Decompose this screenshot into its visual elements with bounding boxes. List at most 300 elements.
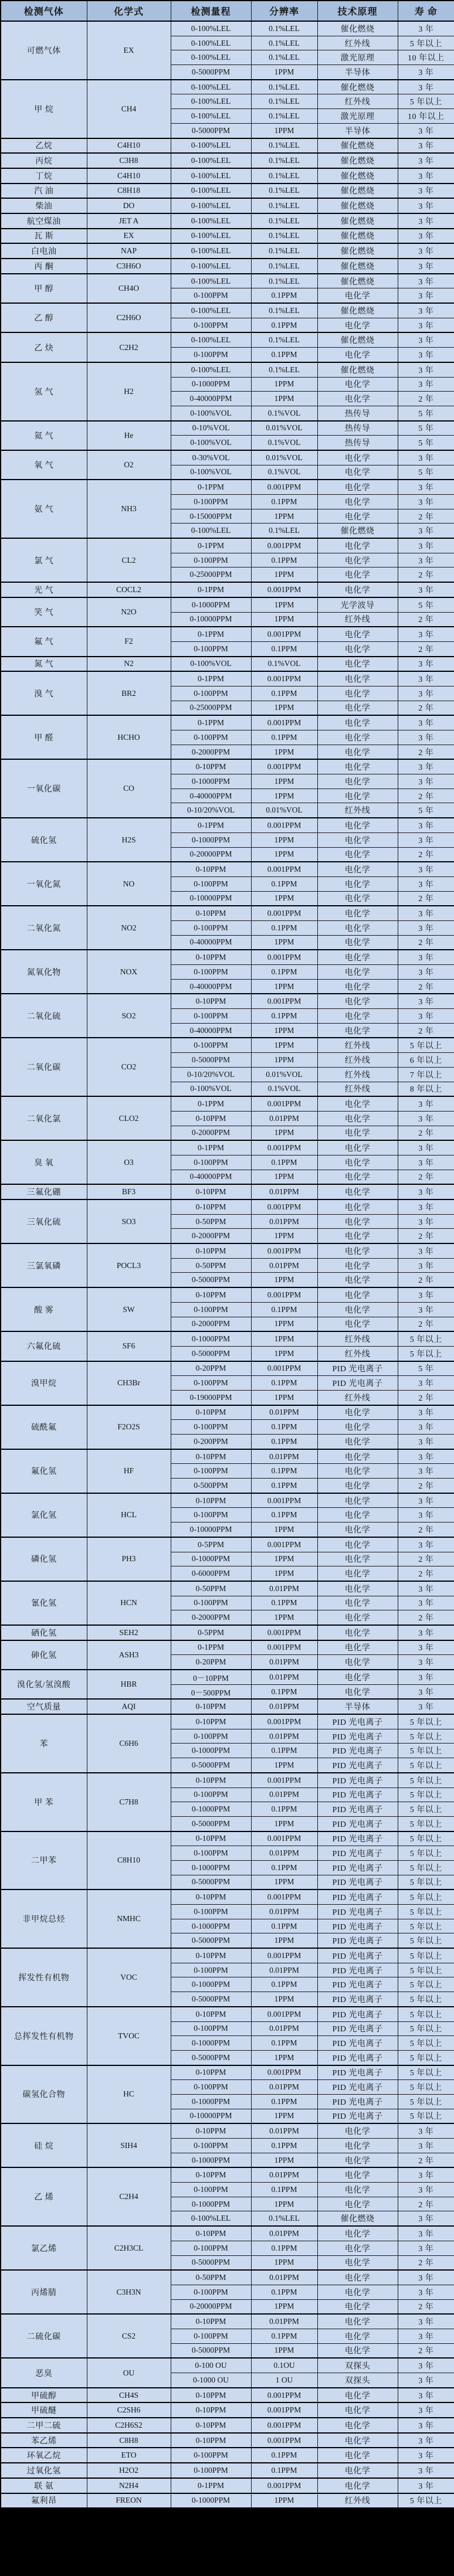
lifespan-cell: 3 年 xyxy=(398,657,454,672)
formula-cell: ASH3 xyxy=(87,1640,171,1670)
range-cell: 0-5000PPM xyxy=(171,1992,251,2007)
range-cell: 0-100PPM xyxy=(171,1596,251,1610)
lifespan-cell: 3 年 xyxy=(398,1640,454,1655)
lifespan-cell: 3 年 xyxy=(398,183,454,199)
lifespan-cell: 2 年 xyxy=(398,1170,454,1184)
gas-name-cell: 总挥发性有机物 xyxy=(1,2007,87,2065)
formula-cell: TVOC xyxy=(87,2007,171,2065)
resolution-cell: 1PPM xyxy=(251,1273,317,1287)
lifespan-cell: 3 年 xyxy=(398,2329,454,2343)
lifespan-cell: 3 年 xyxy=(398,2314,454,2329)
table-row xyxy=(1,183,454,199)
range-cell: 0-10PPM xyxy=(171,1287,251,1302)
range-cell: 0-20PPM xyxy=(171,1361,251,1376)
resolution-cell: 0.1%VOL xyxy=(251,406,317,420)
lifespan-cell: 3 年 xyxy=(398,774,454,789)
range-cell: 0-1000PPM xyxy=(171,1331,251,1346)
principle-cell: 红外线 xyxy=(317,803,398,818)
principle-cell: 双探头 xyxy=(317,2358,398,2373)
gas-name-cell: 氯化氢 xyxy=(1,1493,87,1537)
resolution-cell: 0.1PPM xyxy=(251,1508,317,1523)
principle-cell: 电化学 xyxy=(317,1140,398,1155)
range-cell: 0-19000PPM xyxy=(171,1390,251,1405)
formula-cell: NH3 xyxy=(87,480,171,538)
resolution-cell: 0.1PPM xyxy=(251,348,317,362)
gas-name-cell: 二甲二硫 xyxy=(1,2418,87,2433)
principle-cell: 电化学 xyxy=(317,1625,398,1640)
principle-cell: 电化学 xyxy=(317,730,398,745)
lifespan-cell: 5 年以上 xyxy=(398,1331,454,1346)
range-cell: 0-40000PPM xyxy=(171,392,251,406)
principle-cell: 催化燃烧 xyxy=(317,259,398,274)
principle-cell: PID 光电离子 xyxy=(317,1977,398,1992)
table-row xyxy=(1,1773,454,1787)
resolution-cell: 0.001PPM xyxy=(251,627,317,641)
resolution-cell: 0.1PPM xyxy=(251,2139,317,2153)
range-cell: 0-1000PPM xyxy=(171,1860,251,1875)
table-row xyxy=(1,1405,454,1420)
principle-cell: 电化学 xyxy=(317,318,398,332)
principle-cell: 电化学 xyxy=(317,1199,398,1214)
formula-cell: HCN xyxy=(87,1581,171,1625)
resolution-cell: 0.1%VOL xyxy=(251,1082,317,1096)
resolution-cell: 0.1PPM xyxy=(251,2241,317,2255)
resolution-cell: 0.01PPM xyxy=(251,1449,317,1464)
lifespan-cell: 3 年 xyxy=(398,259,454,274)
table-row xyxy=(1,597,454,612)
gas-table-body xyxy=(1,21,454,2508)
resolution-cell: 0.1%LEL xyxy=(251,80,317,94)
formula-cell: PH3 xyxy=(87,1537,171,1581)
lifespan-cell: 3 年 xyxy=(398,168,454,183)
principle-cell: 电化学 xyxy=(317,480,398,494)
principle-cell: 红外线 xyxy=(317,1390,398,1405)
range-cell: 0-100%LEL xyxy=(171,36,251,50)
lifespan-cell: 2 年 xyxy=(398,1390,454,1405)
gas-name-cell: 非甲烷总烃 xyxy=(1,1889,87,1948)
resolution-cell: 0.01PPM xyxy=(251,1787,317,1802)
resolution-cell: 0.1OU xyxy=(251,2358,317,2373)
resolution-cell: 0.001PPM xyxy=(251,1625,317,1640)
resolution-cell: 0.001PPM xyxy=(251,1831,317,1846)
gas-name-cell: 碳氢化合物 xyxy=(1,2065,87,2124)
lifespan-cell: 5 年 xyxy=(398,1361,454,1376)
range-cell: 0-100%LEL xyxy=(171,153,251,168)
principle-cell: 催化燃烧 xyxy=(317,198,398,213)
resolution-cell: 0.1%LEL xyxy=(251,524,317,538)
table-row xyxy=(1,2314,454,2329)
lifespan-cell: 3 年 xyxy=(398,2463,454,2478)
principle-cell: 电化学 xyxy=(317,832,398,847)
resolution-cell: 1PPM xyxy=(251,1552,317,1566)
gas-name-cell: 溴甲烷 xyxy=(1,1361,87,1405)
range-cell: 0-10PPM xyxy=(171,1948,251,1963)
lifespan-cell: 3 年 xyxy=(398,80,454,94)
lifespan-cell: 5 年以上 xyxy=(398,1948,454,1963)
range-cell: 0-1PPM xyxy=(171,538,251,553)
resolution-cell: 0.01PPM xyxy=(251,1963,317,1977)
formula-cell: C2H6S2 xyxy=(87,2418,171,2433)
principle-cell: 电化学 xyxy=(317,979,398,994)
resolution-cell: 0.01PPM xyxy=(251,1405,317,1420)
principle-cell: 电化学 xyxy=(317,2463,398,2478)
range-cell: 0-100PPM xyxy=(171,920,251,935)
table-row xyxy=(1,138,454,154)
table-row xyxy=(1,21,454,36)
principle-cell: PID 光电离子 xyxy=(317,1889,398,1904)
gas-name-cell: 汽 油 xyxy=(1,183,87,199)
formula-cell: NO xyxy=(87,862,171,906)
lifespan-cell: 3 年 xyxy=(398,759,454,774)
resolution-cell: 0.1%LEL xyxy=(251,138,317,154)
range-cell: 0-10000PPM xyxy=(171,891,251,906)
lifespan-cell: 10 年以上 xyxy=(398,109,454,124)
range-cell: 0-100%LEL xyxy=(171,243,251,259)
range-cell: 0-1PPM xyxy=(171,818,251,832)
principle-cell: 电化学 xyxy=(317,2167,398,2182)
resolution-cell: 0.01PPM xyxy=(251,2123,317,2138)
formula-cell: SO3 xyxy=(87,1199,171,1243)
resolution-cell: 1PPM xyxy=(251,1331,317,1346)
range-cell: 0-50PPM xyxy=(171,1258,251,1273)
lifespan-cell: 3 年 xyxy=(398,2448,454,2463)
principle-cell: 红外线 xyxy=(317,94,398,109)
formula-cell: CH4O xyxy=(87,274,171,303)
principle-cell: 电化学 xyxy=(317,2285,398,2299)
principle-cell: 电化学 xyxy=(317,2153,398,2167)
principle-cell: 电化学 xyxy=(317,450,398,465)
principle-cell: PID 光电离子 xyxy=(317,1802,398,1817)
lifespan-cell: 3 年 xyxy=(398,730,454,745)
resolution-cell: 1PPM xyxy=(251,2493,317,2509)
lifespan-cell: 3 年 xyxy=(398,994,454,1008)
lifespan-cell: 8 年以上 xyxy=(398,1082,454,1096)
range-cell: 0-100%VOL xyxy=(171,657,251,672)
resolution-cell: 0.01PPM xyxy=(251,1581,317,1596)
range-cell: 0-100 OU xyxy=(171,2358,251,2373)
gas-name-cell: 甲硫醚 xyxy=(1,2402,87,2418)
resolution-cell: 1PPM xyxy=(251,935,317,950)
resolution-cell: 1PPM xyxy=(251,123,317,138)
formula-cell: C8H8 xyxy=(87,2433,171,2448)
resolution-cell: 0.1PPM xyxy=(251,1919,317,1933)
lifespan-cell: 3 年 xyxy=(398,2433,454,2448)
range-cell: 0－10PPM xyxy=(171,1670,251,1684)
principle-cell: PID 光电离子 xyxy=(317,1905,398,1919)
lifespan-cell: 3 年 xyxy=(398,2285,454,2299)
principle-cell: 催化燃烧 xyxy=(317,303,398,318)
range-cell: 0-2000PPM xyxy=(171,745,251,759)
range-cell: 0-1000PPM xyxy=(171,2197,251,2211)
resolution-cell: 1PPM xyxy=(251,1758,317,1773)
range-cell: 0-1000PPM xyxy=(171,1744,251,1758)
lifespan-cell: 5 年以上 xyxy=(398,1038,454,1052)
resolution-cell: 0.1PPM xyxy=(251,686,317,701)
lifespan-cell: 2 年 xyxy=(398,1566,454,1581)
range-cell: 0-100%LEL xyxy=(171,183,251,199)
principle-cell: 电化学 xyxy=(317,920,398,935)
formula-cell: C2H6O xyxy=(87,303,171,332)
gas-name-cell: 航空煤油 xyxy=(1,213,87,229)
range-cell: 0-1000PPM xyxy=(171,774,251,789)
resolution-cell: 0.1PPM xyxy=(251,1596,317,1610)
table-row xyxy=(1,80,454,94)
principle-cell: 电化学 xyxy=(317,2123,398,2138)
principle-cell: 电化学 xyxy=(317,701,398,715)
lifespan-cell: 3 年 xyxy=(398,274,454,288)
principle-cell: 红外线 xyxy=(317,1067,398,1082)
resolution-cell: 0.01PPM xyxy=(251,1670,317,1684)
range-cell: 0-5000PPM xyxy=(171,1273,251,1287)
range-cell: 0-100PPM xyxy=(171,348,251,362)
resolution-cell: 0.01%VOL xyxy=(251,803,317,818)
formula-cell: C3H6O xyxy=(87,259,171,274)
principle-cell: 电化学 xyxy=(317,1449,398,1464)
lifespan-cell: 5 年以上 xyxy=(398,1744,454,1758)
range-cell: 0-1PPM xyxy=(171,715,251,730)
lifespan-cell: 2 年 xyxy=(398,567,454,582)
resolution-cell: 0.01PPM xyxy=(251,2270,317,2285)
resolution-cell: 1PPM xyxy=(251,1816,317,1831)
resolution-cell: 0.01PPM xyxy=(251,1214,317,1229)
principle-cell: PID 光电离子 xyxy=(317,1714,398,1729)
principle-cell: 激光原理 xyxy=(317,50,398,65)
range-cell: 0-100PPM xyxy=(171,2021,251,2036)
range-cell: 0-100%VOL xyxy=(171,465,251,480)
principle-cell: 红外线 xyxy=(317,1331,398,1346)
principle-cell: 催化燃烧 xyxy=(317,168,398,183)
principle-cell: 电化学 xyxy=(317,641,398,656)
resolution-cell: 0.1PPM xyxy=(251,288,317,303)
range-cell: 0-40000PPM xyxy=(171,935,251,950)
lifespan-cell: 3 年 xyxy=(398,1596,454,1610)
formula-cell: O3 xyxy=(87,1140,171,1184)
table-row xyxy=(1,906,454,920)
resolution-cell: 0.001PPM xyxy=(251,671,317,686)
principle-cell: 电化学 xyxy=(317,2197,398,2211)
range-cell: 0-5000PPM xyxy=(171,123,251,138)
table-row xyxy=(1,229,454,244)
lifespan-cell: 5 年 xyxy=(398,421,454,436)
lifespan-cell: 3 年 xyxy=(398,832,454,847)
gas-name-cell: 丙烯腈 xyxy=(1,2270,87,2314)
gas-name-cell: 恶臭 xyxy=(1,2358,87,2387)
principle-cell: PID 光电离子 xyxy=(317,1933,398,1948)
principle-cell: 电化学 xyxy=(317,1581,398,1596)
principle-cell: PID 光电离子 xyxy=(317,2094,398,2109)
lifespan-cell: 3 年 xyxy=(398,332,454,347)
table-row xyxy=(1,2065,454,2080)
range-cell: 0-100PPM xyxy=(171,1155,251,1170)
resolution-cell: 1PPM xyxy=(251,2299,317,2314)
resolution-cell: 0.01PPM xyxy=(251,1655,317,1670)
lifespan-cell: 6 年以上 xyxy=(398,1053,454,1068)
resolution-cell: 0.001PPM xyxy=(251,2402,317,2418)
formula-cell: H2 xyxy=(87,362,171,421)
lifespan-cell: 2 年 xyxy=(398,789,454,803)
gas-name-cell: 联 氨 xyxy=(1,2478,87,2493)
gas-name-cell: 乙 烯 xyxy=(1,2167,87,2226)
table-row xyxy=(1,2167,454,2182)
principle-cell: 热传导 xyxy=(317,406,398,420)
principle-cell: 电化学 xyxy=(317,2343,398,2358)
range-cell: 0-100PPM xyxy=(171,686,251,701)
principle-cell: 热传导 xyxy=(317,421,398,436)
gas-name-cell: 苯乙烯 xyxy=(1,2433,87,2448)
range-cell: 0-10PPM xyxy=(171,2226,251,2241)
principle-cell: 电化学 xyxy=(317,950,398,964)
lifespan-cell: 2 年 xyxy=(398,2255,454,2270)
principle-cell: 催化燃烧 xyxy=(317,213,398,229)
gas-name-cell: 甲 烷 xyxy=(1,80,87,138)
principle-cell: 催化燃烧 xyxy=(317,274,398,288)
resolution-cell: 0.001PPM xyxy=(251,818,317,832)
table-row xyxy=(1,1699,454,1714)
lifespan-cell: 2 年 xyxy=(398,641,454,656)
range-cell: 0-1PPM xyxy=(171,627,251,641)
table-row xyxy=(1,332,454,347)
resolution-cell: 1PPM xyxy=(251,567,317,582)
range-cell: 0-10%VOL xyxy=(171,421,251,436)
lifespan-cell: 3 年 xyxy=(398,303,454,318)
range-cell: 0-10000PPM xyxy=(171,2109,251,2123)
resolution-cell: 0.1PPM xyxy=(251,2448,317,2463)
range-cell: 0-10PPM xyxy=(171,1184,251,1199)
lifespan-cell: 3 年 xyxy=(398,524,454,538)
range-cell: 0-10PPM xyxy=(171,759,251,774)
header-resolution: 分辨率 xyxy=(251,1,317,21)
range-cell: 0-10PPM xyxy=(171,1714,251,1729)
range-cell: 0-100%LEL xyxy=(171,94,251,109)
principle-cell: 红外线 xyxy=(317,1038,398,1052)
gas-name-cell: 氮 气 xyxy=(1,657,87,672)
principle-cell: 电化学 xyxy=(317,1258,398,1273)
gas-name-cell: 二氧化硫 xyxy=(1,994,87,1038)
table-row xyxy=(1,274,454,288)
range-cell: 0-10PPM xyxy=(171,950,251,964)
range-cell: 0-10PPM xyxy=(171,2007,251,2021)
table-row xyxy=(1,1640,454,1655)
resolution-cell: 1PPM xyxy=(251,597,317,612)
lifespan-cell: 5 年以上 xyxy=(398,2036,454,2051)
resolution-cell: 1PPM xyxy=(251,789,317,803)
resolution-cell: 0.1PPM xyxy=(251,641,317,656)
range-cell: 0-100%LEL xyxy=(171,138,251,154)
resolution-cell: 0.1PPM xyxy=(251,553,317,567)
range-cell: 0-15000PPM xyxy=(171,509,251,524)
range-cell: 0-100%LEL xyxy=(171,198,251,213)
range-cell: 0-100PPM xyxy=(171,553,251,567)
lifespan-cell: 3 年 xyxy=(398,906,454,920)
resolution-cell: 1PPM xyxy=(251,1038,317,1052)
principle-cell: 电化学 xyxy=(317,1302,398,1317)
lifespan-cell: 2 年 xyxy=(398,979,454,994)
formula-cell: CH4S xyxy=(87,2388,171,2403)
range-cell: 0-100PPM xyxy=(171,1729,251,1744)
lifespan-cell: 3 年 xyxy=(398,377,454,392)
formula-cell: SEH2 xyxy=(87,1625,171,1640)
principle-cell: 红外线 xyxy=(317,612,398,627)
range-cell: 0-1000PPM xyxy=(171,597,251,612)
lifespan-cell: 5 年 xyxy=(398,406,454,420)
lifespan-cell: 5 年以上 xyxy=(398,36,454,50)
principle-cell: 电化学 xyxy=(317,2402,398,2418)
principle-cell: 电化学 xyxy=(317,657,398,672)
table-row xyxy=(1,715,454,730)
resolution-cell: 0.1PPM xyxy=(251,318,317,332)
principle-cell: 半导体 xyxy=(317,123,398,138)
gas-name-cell: 氯 气 xyxy=(1,538,87,582)
principle-cell: 催化燃烧 xyxy=(317,243,398,259)
table-row xyxy=(1,243,454,259)
principle-cell: 电化学 xyxy=(317,1111,398,1126)
resolution-cell: 0.001PPM xyxy=(251,2388,317,2403)
principle-cell: 电化学 xyxy=(317,1523,398,1537)
range-cell: 0-100PPM xyxy=(171,1420,251,1435)
gas-name-cell: 空气质量 xyxy=(1,1699,87,1714)
gas-name-cell: 硅 烷 xyxy=(1,2123,87,2167)
table-row xyxy=(1,627,454,641)
resolution-cell: 0.001PPM xyxy=(251,582,317,597)
resolution-cell: 0.1PPM xyxy=(251,876,317,891)
lifespan-cell: 3 年 xyxy=(398,2139,454,2153)
lifespan-cell: 3 年 xyxy=(398,1009,454,1024)
formula-cell: C4H10 xyxy=(87,138,171,154)
formula-cell: CO2 xyxy=(87,1038,171,1096)
lifespan-cell: 3 年 xyxy=(398,1287,454,1302)
table-row xyxy=(1,1581,454,1596)
lifespan-cell: 2 年 xyxy=(398,2299,454,2314)
resolution-cell: 0.1%LEL xyxy=(251,332,317,347)
lifespan-cell: 5 年 xyxy=(398,597,454,612)
table-row xyxy=(1,657,454,672)
resolution-cell: 1PPM xyxy=(251,1610,317,1625)
principle-cell: PID 光电离子 xyxy=(317,2036,398,2051)
range-cell: 0-5000PPM xyxy=(171,2050,251,2065)
gas-name-cell: 酸 雾 xyxy=(1,1287,87,1331)
resolution-cell: 1PPM xyxy=(251,2343,317,2358)
table-row xyxy=(1,2123,454,2138)
lifespan-cell: 3 年 xyxy=(398,1302,454,1317)
formula-cell: VOC xyxy=(87,1948,171,2007)
resolution-cell: 0.1%LEL xyxy=(251,198,317,213)
resolution-cell: 1PPM xyxy=(251,1170,317,1184)
table-row xyxy=(1,1361,454,1376)
range-cell: 0-100PPM xyxy=(171,730,251,745)
lifespan-cell: 3 年 xyxy=(398,2270,454,2285)
lifespan-cell: 3 年 xyxy=(398,480,454,494)
formula-cell: SO2 xyxy=(87,994,171,1038)
lifespan-cell: 3 年 xyxy=(398,1508,454,1523)
table-row xyxy=(1,2270,454,2285)
lifespan-cell: 5 年以上 xyxy=(398,2065,454,2080)
range-cell: 0-100PPM xyxy=(171,2183,251,2197)
gas-name-cell: 硒化氢 xyxy=(1,1625,87,1640)
resolution-cell: 1PPM xyxy=(251,2050,317,2065)
principle-cell: PID 光电离子 xyxy=(317,1963,398,1977)
principle-cell: PID 光电离子 xyxy=(317,1831,398,1846)
principle-cell: 催化燃烧 xyxy=(317,80,398,94)
principle-cell: 电化学 xyxy=(317,891,398,906)
lifespan-cell: 5 年以上 xyxy=(398,1729,454,1744)
resolution-cell: 1PPM xyxy=(251,891,317,906)
formula-cell: HF xyxy=(87,1449,171,1493)
lifespan-cell: 5 年以上 xyxy=(398,1816,454,1831)
header-formula: 化学式 xyxy=(87,1,171,21)
range-cell: 0-100PPM xyxy=(171,2241,251,2255)
resolution-cell: 1PPM xyxy=(251,979,317,994)
range-cell: 0-10PPM xyxy=(171,1889,251,1904)
